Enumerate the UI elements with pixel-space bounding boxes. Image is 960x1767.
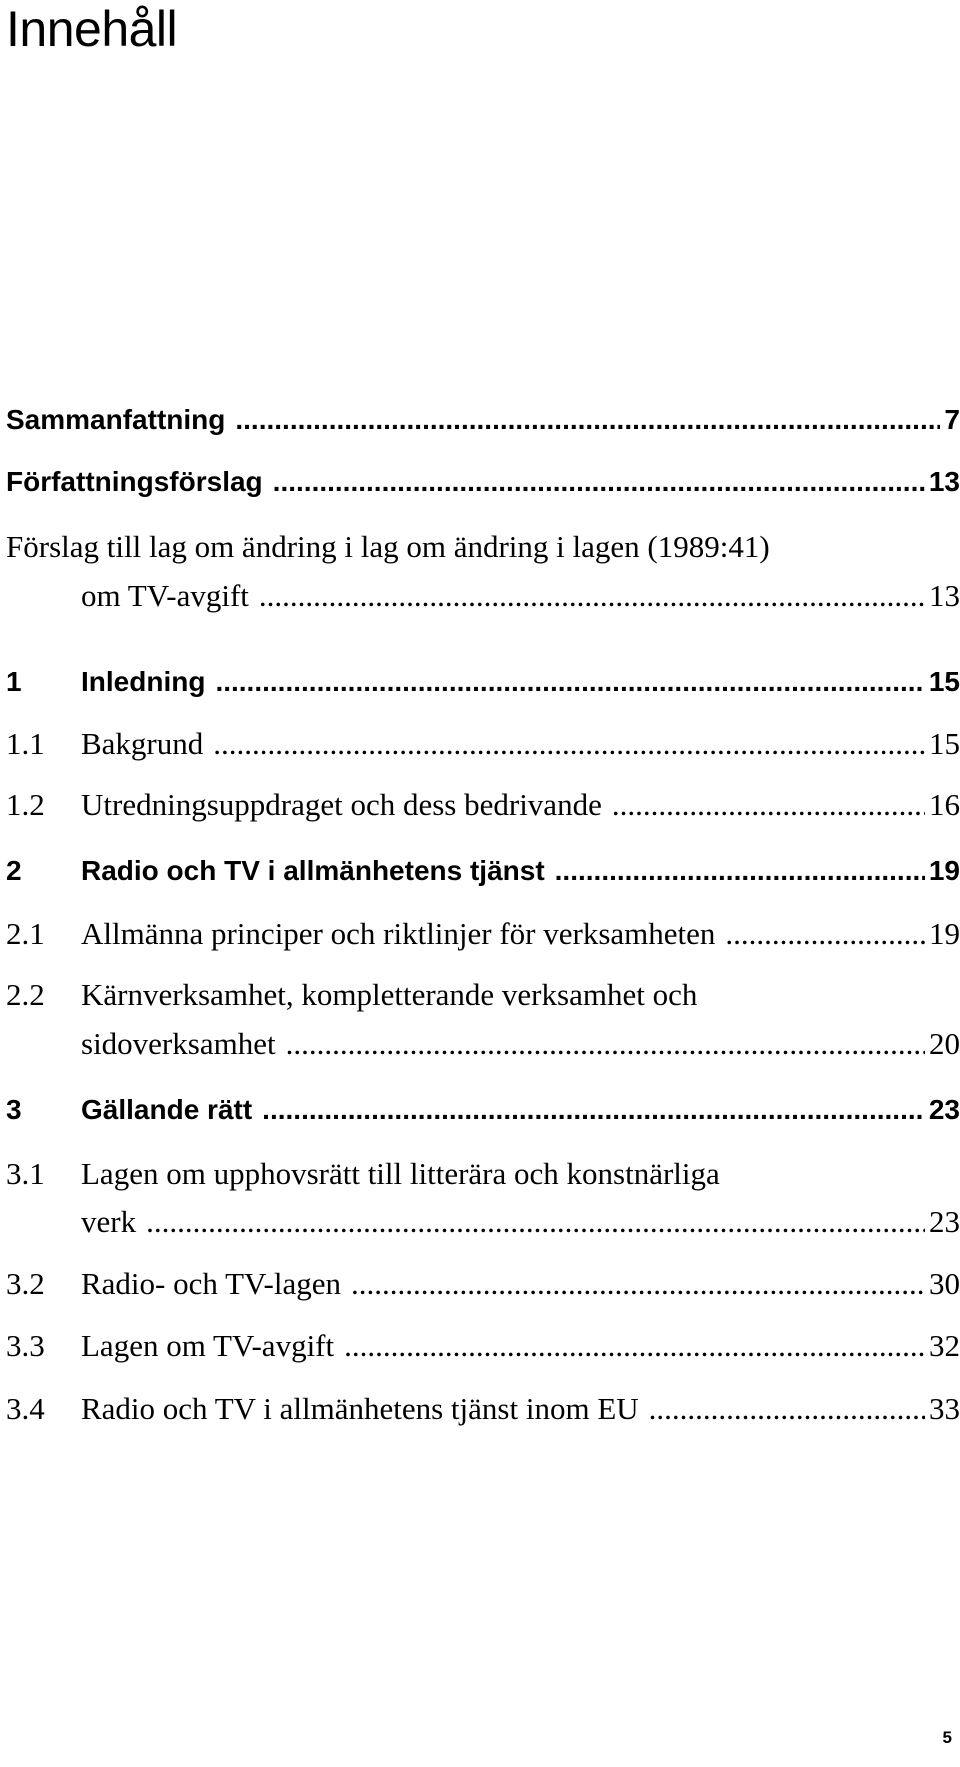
toc-entry-title: Gällande rätt (81, 1094, 253, 1125)
toc-entry-page: 13 (929, 578, 960, 613)
toc-entry-number: 3.2 (6, 1266, 45, 1301)
toc-entry-chapter-3[interactable] (6, 1094, 960, 1136)
toc-entry-section-3-3[interactable] (6, 1328, 960, 1370)
toc-entry-number: 3.3 (6, 1328, 45, 1363)
dot-leader (262, 1094, 925, 1126)
toc-entry-page: 20 (929, 1026, 960, 1061)
toc-entry-number: 2 (6, 855, 22, 886)
dot-leader (273, 466, 925, 498)
toc-entry-page: 7 (944, 404, 960, 435)
dot-leader (351, 1266, 925, 1302)
toc-entry-page: 32 (929, 1328, 960, 1363)
toc-entry-number: 3.4 (6, 1391, 45, 1426)
toc-entry-number: 3.1 (6, 1156, 45, 1191)
toc-entry-section-1-2[interactable] (6, 787, 960, 829)
toc-entry-section-3-1-line1 (6, 1156, 960, 1192)
toc-entry-page: 33 (929, 1391, 960, 1426)
toc-entry-forslag-line1: Förslag till lag om ändring i lag om ändring i lagen (1989:41) (6, 529, 770, 564)
toc-entry-number: 3 (6, 1094, 22, 1125)
toc-entry-forfattningsforslag[interactable] (6, 466, 960, 508)
toc-entry-chapter-1[interactable] (6, 666, 960, 708)
toc-entry-page: 19 (929, 916, 960, 951)
toc-entry-title: Inledning (81, 666, 206, 697)
page-heading: Innehåll (6, 1, 178, 57)
toc-entry-page: 23 (928, 1094, 960, 1125)
toc-entry-number: 2.2 (6, 977, 45, 1012)
toc-entry-page: 16 (929, 787, 960, 822)
toc-entry-section-2-2[interactable] (6, 1026, 960, 1068)
toc-entry-chapter-2[interactable] (6, 855, 960, 897)
toc-entry-title: om TV-avgift (81, 578, 249, 613)
toc-entry-page: 13 (928, 466, 960, 497)
toc-entry-section-3-2[interactable] (6, 1266, 960, 1308)
toc-entry-section-1-1[interactable] (6, 726, 960, 768)
toc-entry-section-2-1[interactable] (6, 916, 960, 958)
toc-entry-title: Utredningsuppdraget och dess bedrivande (81, 787, 602, 822)
toc-entry-section-2-2-line1 (6, 977, 960, 1013)
dot-leader (612, 787, 925, 823)
dot-leader (344, 1328, 925, 1364)
toc-entry-title: sidoverksamhet (81, 1026, 276, 1061)
page-number: 5 (942, 1728, 952, 1747)
toc-entry-title: Radio- och TV-lagen (81, 1266, 342, 1301)
toc-entry-forslag[interactable] (6, 578, 960, 620)
toc-entry-section-3-1[interactable] (6, 1204, 960, 1246)
toc-entry-number: 2.1 (6, 916, 45, 951)
toc-entry-title-line1: Kärnverksamhet, kompletterande verksamhet och (81, 977, 698, 1012)
toc-entry-number: 1 (6, 666, 22, 697)
toc-entry-title: Lagen om TV-avgift (81, 1328, 335, 1363)
dot-leader (286, 1026, 925, 1062)
toc-entry-number: 1.1 (6, 726, 45, 761)
toc-entry-page: 30 (929, 1266, 960, 1301)
dot-leader (215, 666, 924, 698)
toc-entry-page: 15 (929, 726, 960, 761)
dot-leader (725, 916, 925, 952)
dot-leader (235, 404, 940, 436)
toc-entry-page: 23 (929, 1204, 960, 1239)
toc-entry-title: Allmänna principer och riktlinjer för verksamheten (81, 916, 716, 951)
dot-leader (259, 578, 925, 614)
toc-entry-title: Sammanfattning (6, 404, 226, 435)
toc-entry-title: verk (81, 1204, 137, 1239)
toc-entry-title: Författningsförslag (6, 466, 263, 497)
toc-entry-title: Bakgrund (81, 726, 204, 761)
toc-entry-page: 19 (928, 855, 960, 886)
toc-entry-page: 15 (928, 666, 960, 697)
dot-leader (555, 855, 925, 887)
toc-entry-section-3-4[interactable] (6, 1391, 960, 1433)
dot-leader (649, 1391, 925, 1427)
dot-leader (213, 726, 925, 762)
toc-entry-number: 1.2 (6, 787, 45, 822)
toc-entry-title: Radio och TV i allmänhetens tjänst (81, 855, 545, 886)
toc-entry-title-line1: Lagen om upphovsrätt till litterära och konstnärliga (81, 1156, 720, 1191)
toc-entry-sammanfattning[interactable] (6, 404, 960, 446)
dot-leader (146, 1204, 925, 1240)
toc-entry-title: Radio och TV i allmänhetens tjänst inom EU (81, 1391, 639, 1426)
